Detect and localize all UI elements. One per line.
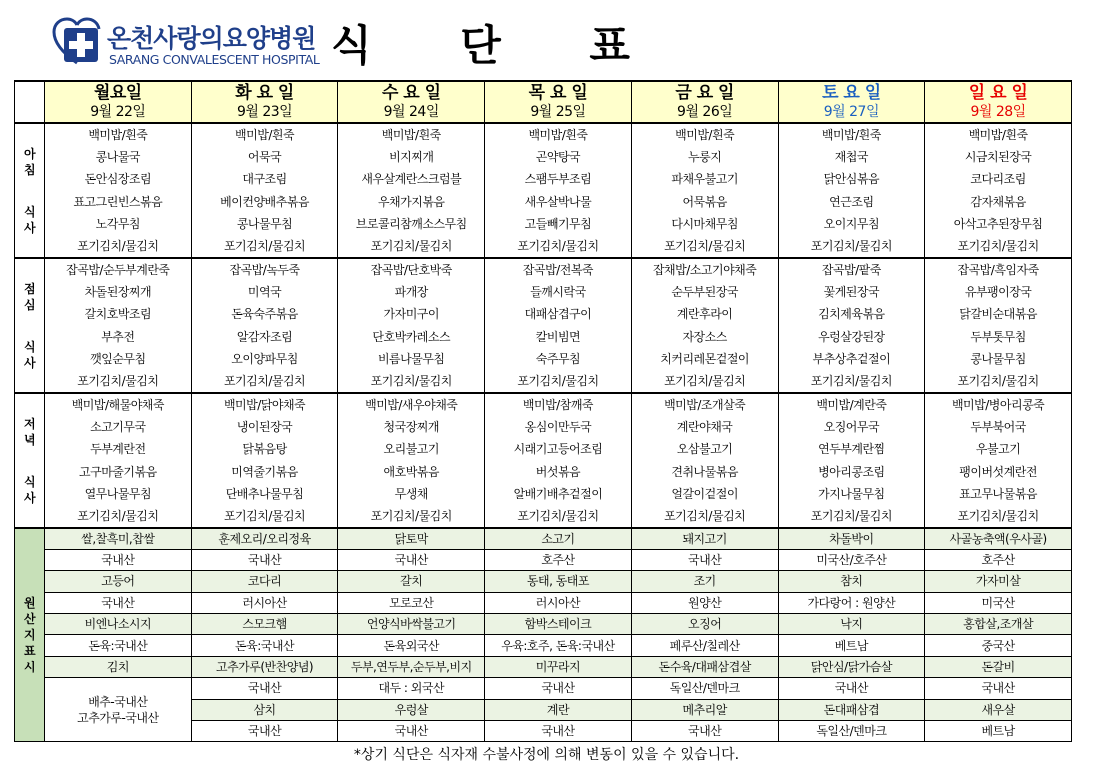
menu-item: 백미밥/흰죽 [338, 123, 485, 146]
day-header [485, 81, 632, 123]
origin-item: 가다랑어 : 원양산 [778, 592, 925, 613]
menu-item: 백미밥/흰죽 [631, 123, 778, 146]
day-name: 금 요 일 [675, 83, 734, 103]
menu-item: 깻잎순무침 [45, 348, 192, 371]
menu-item: 백미밥/흰죽 [925, 123, 1072, 146]
origin-row [15, 635, 1072, 656]
menu-item: 가지나물무침 [778, 483, 925, 506]
menu-item: 무생채 [338, 483, 485, 506]
dinner-row [15, 416, 1072, 439]
menu-item: 갈치호박조림 [45, 303, 192, 326]
label-char: 아 [23, 146, 36, 161]
label-spacer [15, 448, 44, 474]
menu-item: 백미밥/닭야채죽 [191, 393, 338, 416]
menu-item: 비름나물무침 [338, 348, 485, 371]
lunch-row [15, 281, 1072, 304]
menu-item: 단배추나물무침 [191, 483, 338, 506]
origin-item: 베트남 [778, 635, 925, 656]
origin-item: 국내산 [45, 592, 192, 613]
menu-item: 백미밥/새우야채죽 [338, 393, 485, 416]
menu-item: 얼갈이겉절이 [631, 483, 778, 506]
menu-item: 백미밥/참깨죽 [485, 393, 632, 416]
menu-item: 대구조림 [191, 168, 338, 191]
menu-item: 포기김치/물김치 [778, 236, 925, 259]
day-header [925, 81, 1072, 123]
origin-item: 함박스테이크 [485, 614, 632, 635]
menu-item: 연두부계란찜 [778, 438, 925, 461]
menu-item: 냉이된장국 [191, 416, 338, 439]
menu-item: 어묵볶음 [631, 191, 778, 214]
label-spacer [15, 313, 44, 339]
menu-item: 우채가지볶음 [338, 191, 485, 214]
origin-item: 독일산/덴마크 [631, 678, 778, 699]
menu-item: 새우살계란스크럼블 [338, 168, 485, 191]
label-char: 식 [23, 339, 36, 354]
origin-item: 국내산 [45, 549, 192, 570]
menu-item: 백미밥/해물야채죽 [45, 393, 192, 416]
menu-item: 가자미구이 [338, 303, 485, 326]
menu-item: 오이지무침 [778, 213, 925, 236]
menu-item: 잡곡밥/흑임자죽 [925, 258, 1072, 281]
origin-item: 소고기 [485, 528, 632, 549]
menu-item: 연근조림 [778, 191, 925, 214]
origin-item: 돈대패삼겹 [778, 699, 925, 720]
menu-item: 백미밥/계란죽 [778, 393, 925, 416]
origin-item: 돈육:국내산 [191, 635, 338, 656]
menu-item: 들깨시락국 [485, 281, 632, 304]
menu-item: 팽이버섯계란전 [925, 461, 1072, 484]
menu-item: 계란후라이 [631, 303, 778, 326]
origin-item: 베트남 [925, 721, 1072, 742]
origin-item: 돈갈비 [925, 656, 1072, 677]
origin-item: 돼지고기 [631, 528, 778, 549]
origin-item: 미국산 [925, 592, 1072, 613]
origin-row [15, 571, 1072, 592]
menu-item: 대패삼겹구이 [485, 303, 632, 326]
footnote: *상기 식단은 식자재 수불사정에 의해 변동이 있을 수 있습니다. [353, 747, 740, 763]
breakfast-row [15, 168, 1072, 191]
origin-item: 홍합살,조개살 [925, 614, 1072, 635]
dinner-row [15, 438, 1072, 461]
origin-item: 국내산 [631, 549, 778, 570]
lunch-row [15, 326, 1072, 349]
menu-item: 노각무침 [45, 213, 192, 236]
menu-item: 포기김치/물김치 [338, 506, 485, 529]
menu-item: 열무나물무침 [45, 483, 192, 506]
origin-item: 언양식바싹불고기 [338, 614, 485, 635]
origin-item: 국내산 [191, 549, 338, 570]
origin-item: 우육:호주, 돈육:국내산 [485, 635, 632, 656]
origin-item: 계란 [485, 699, 632, 720]
origin-item: 코다리 [191, 571, 338, 592]
label-char: 식 [23, 474, 36, 489]
label-char: 침 [23, 162, 36, 177]
menu-item: 표고그린빈스볶음 [45, 191, 192, 214]
origin-item: 닭토막 [338, 528, 485, 549]
label-char: 점 [23, 281, 36, 296]
menu-item: 오징어무국 [778, 416, 925, 439]
label-char: 식 [23, 204, 36, 219]
menu-item: 계란야채국 [631, 416, 778, 439]
lunch-row [15, 303, 1072, 326]
menu-item: 잡채밥/소고기야채죽 [631, 258, 778, 281]
menu-item: 포기김치/물김치 [631, 506, 778, 529]
menu-item: 포기김치/물김치 [778, 506, 925, 529]
menu-item: 새우살박나물 [485, 191, 632, 214]
day-date: 9월 27일 [823, 104, 879, 120]
label-char: 사 [23, 355, 36, 370]
menu-item: 포기김치/물김치 [778, 371, 925, 394]
origin-row [15, 678, 1072, 699]
day-header-row [15, 81, 1072, 123]
menu-item: 돈안심장조림 [45, 168, 192, 191]
menu-item: 포기김치/물김치 [485, 506, 632, 529]
menu-item: 파개장 [338, 281, 485, 304]
origin-item: 원양산 [631, 592, 778, 613]
menu-item: 꽃게된장국 [778, 281, 925, 304]
label-char: 산 [23, 612, 36, 627]
origin-item: 낙지 [778, 614, 925, 635]
menu-item: 차돌된장찌개 [45, 281, 192, 304]
day-header [191, 81, 338, 123]
lunch-row [15, 258, 1072, 281]
label-char: 사 [23, 490, 36, 505]
hospital-cross-icon [52, 17, 102, 67]
origin-item: 미국산/호주산 [778, 549, 925, 570]
menu-item: 숙주무침 [485, 348, 632, 371]
day-date: 9월 25일 [530, 104, 586, 120]
origin-item: 국내산 [631, 721, 778, 742]
origin-special-line: 배추-국내산 [88, 694, 148, 709]
day-header [45, 81, 192, 123]
menu-item: 코다리조림 [925, 168, 1072, 191]
menu-item: 옹심이만두국 [485, 416, 632, 439]
menu-item: 포기김치/물김치 [631, 371, 778, 394]
menu-item: 포기김치/물김치 [191, 506, 338, 529]
menu-item: 포기김치/물김치 [191, 371, 338, 394]
menu-item: 백미밥/병아리콩죽 [925, 393, 1072, 416]
day-name: 토 요 일 [822, 83, 881, 103]
origin-item: 두부,연두부,순두부,비지 [338, 656, 485, 677]
menu-item: 포기김치/물김치 [925, 371, 1072, 394]
menu-item: 칼비빔면 [485, 326, 632, 349]
origin-row [15, 549, 1072, 570]
menu-item: 표고무나물볶음 [925, 483, 1072, 506]
menu-item: 알감자조림 [191, 326, 338, 349]
menu-item: 콩나물국 [45, 146, 192, 169]
menu-item: 포기김치/물김치 [45, 371, 192, 394]
menu-item: 스팸두부조림 [485, 168, 632, 191]
lunch-label [15, 258, 45, 393]
origin-item: 김치 [45, 656, 192, 677]
menu-item: 포기김치/물김치 [191, 236, 338, 259]
origin-item: 비엔나소시지 [45, 614, 192, 635]
menu-item: 포기김치/물김치 [631, 236, 778, 259]
dinner-label [15, 393, 45, 528]
page-title: 식 단 표 [331, 21, 632, 70]
menu-item: 두부계란전 [45, 438, 192, 461]
page-header [0, 0, 1093, 78]
menu-item: 백미밥/흰죽 [191, 123, 338, 146]
origin-item: 고추가루(반찬양념) [191, 656, 338, 677]
menu-item: 잡곡밥/팥죽 [778, 258, 925, 281]
menu-item: 어묵국 [191, 146, 338, 169]
origin-item: 돈육:국내산 [45, 635, 192, 656]
menu-item: 알배기배추겉절이 [485, 483, 632, 506]
origin-item: 훈제오리/오리정육 [191, 528, 338, 549]
menu-item: 감자채볶음 [925, 191, 1072, 214]
origin-item: 새우살 [925, 699, 1072, 720]
day-name: 일 요 일 [968, 83, 1028, 103]
dinner-row [15, 393, 1072, 416]
origin-item: 호주산 [485, 549, 632, 570]
origin-item: 국내산 [191, 721, 338, 742]
origin-item: 오징어 [631, 614, 778, 635]
origin-item: 조기 [631, 571, 778, 592]
origin-item: 대두 : 외국산 [338, 678, 485, 699]
menu-item: 누룽지 [631, 146, 778, 169]
menu-item: 병아리콩조림 [778, 461, 925, 484]
origin-item: 페루산/칠레산 [631, 635, 778, 656]
menu-item: 시금치된장국 [925, 146, 1072, 169]
origin-row [15, 528, 1072, 549]
day-date: 9월 24일 [383, 104, 439, 120]
breakfast-label [15, 123, 45, 258]
menu-item: 곤약탕국 [485, 146, 632, 169]
hospital-logo [52, 17, 320, 72]
menu-item: 버섯볶음 [485, 461, 632, 484]
menu-item: 김치제육볶음 [778, 303, 925, 326]
menu-item: 포기김치/물김치 [925, 506, 1072, 529]
menu-item: 두부북어국 [925, 416, 1072, 439]
origin-label [15, 528, 45, 742]
menu-item: 닭안심볶음 [778, 168, 925, 191]
origin-item: 국내산 [338, 721, 485, 742]
day-name: 월요일 [93, 83, 142, 103]
day-name: 수 요 일 [381, 83, 441, 103]
menu-item: 잡곡밥/녹두죽 [191, 258, 338, 281]
origin-item: 쌀,찰흑미,찹쌀 [45, 528, 192, 549]
menu-item: 포기김치/물김치 [45, 506, 192, 529]
menu-item: 부추전 [45, 326, 192, 349]
label-char: 시 [23, 660, 36, 675]
origin-item: 갈치 [338, 571, 485, 592]
origin-item: 돈육외국산 [338, 635, 485, 656]
header-corner [15, 81, 45, 123]
label-char: 표 [23, 644, 36, 659]
origin-item: 사골농축액(우사골) [925, 528, 1072, 549]
origin-item: 호주산 [925, 549, 1072, 570]
menu-item: 잡곡밥/순두부계란죽 [45, 258, 192, 281]
menu-item: 치커리레몬겉절이 [631, 348, 778, 371]
menu-item: 부추상추겉절이 [778, 348, 925, 371]
origin-item: 닭안심/닭가슴살 [778, 656, 925, 677]
menu-item: 고구마줄기볶음 [45, 461, 192, 484]
menu-item: 애호박볶음 [338, 461, 485, 484]
label-spacer [15, 178, 44, 204]
origin-item: 우렁살 [338, 699, 485, 720]
label-char: 녁 [23, 432, 36, 447]
origin-item: 국내산 [191, 678, 338, 699]
origin-item: 동태, 동태포 [485, 571, 632, 592]
origin-item: 국내산 [485, 721, 632, 742]
menu-item: 닭갈비순대볶음 [925, 303, 1072, 326]
menu-item: 포기김치/물김치 [485, 236, 632, 259]
origin-special-line: 고추가루-국내산 [77, 710, 159, 725]
menu-item: 단호박카레소스 [338, 326, 485, 349]
breakfast-row [15, 213, 1072, 236]
lunch-row [15, 371, 1072, 394]
origin-item: 국내산 [485, 678, 632, 699]
menu-item: 시래기고등어조림 [485, 438, 632, 461]
menu-item: 포기김치/물김치 [338, 236, 485, 259]
menu-item: 백미밥/흰죽 [485, 123, 632, 146]
menu-item: 닭볶음탕 [191, 438, 338, 461]
hospital-name-korean: 온천사랑의요양병원 [107, 24, 316, 53]
menu-item: 다시마채무침 [631, 213, 778, 236]
menu-item: 잡곡밥/단호박죽 [338, 258, 485, 281]
menu-item: 청국장찌개 [338, 416, 485, 439]
day-date: 9월 26일 [677, 104, 733, 120]
menu-item: 비지찌개 [338, 146, 485, 169]
day-name: 목 요 일 [528, 83, 588, 103]
origin-item: 가자미살 [925, 571, 1072, 592]
breakfast-row [15, 123, 1072, 146]
menu-item: 오리불고기 [338, 438, 485, 461]
label-char: 원 [23, 596, 36, 611]
menu-item: 파채우불고기 [631, 168, 778, 191]
menu-item: 오삼불고기 [631, 438, 778, 461]
label-char: 심 [23, 297, 36, 312]
menu-item: 포기김치/물김치 [485, 371, 632, 394]
menu-item: 백미밥/조개살죽 [631, 393, 778, 416]
menu-item: 재첩국 [778, 146, 925, 169]
origin-item: 러시아산 [191, 592, 338, 613]
day-date: 9월 23일 [236, 104, 293, 120]
origin-item: 고등어 [45, 571, 192, 592]
origin-item: 국내산 [925, 678, 1072, 699]
label-char: 사 [23, 220, 36, 235]
origin-item: 참치 [778, 571, 925, 592]
origin-row [15, 592, 1072, 613]
dinner-row [15, 506, 1072, 529]
meal-schedule-table [14, 80, 1072, 742]
breakfast-row [15, 191, 1072, 214]
menu-item: 콩나물무침 [191, 213, 338, 236]
dinner-row [15, 483, 1072, 506]
day-header [338, 81, 485, 123]
day-header [778, 81, 925, 123]
label-char: 지 [23, 628, 36, 643]
breakfast-row [15, 146, 1072, 169]
menu-item: 우렁살강된장 [778, 326, 925, 349]
menu-item: 미역줄기볶음 [191, 461, 338, 484]
menu-item: 두부톳무침 [925, 326, 1072, 349]
menu-item: 잡곡밥/전복죽 [485, 258, 632, 281]
origin-item: 국내산 [338, 549, 485, 570]
menu-item: 포기김치/물김치 [45, 236, 192, 259]
menu-item: 우불고기 [925, 438, 1072, 461]
origin-item: 독일산/덴마크 [778, 721, 925, 742]
origin-item: 중국산 [925, 635, 1072, 656]
menu-item: 포기김치/물김치 [338, 371, 485, 394]
origin-row [15, 656, 1072, 677]
origin-item: 메추리알 [631, 699, 778, 720]
menu-item: 포기김치/물김치 [925, 236, 1072, 259]
day-date: 9월 22일 [90, 104, 146, 120]
origin-item: 삼치 [191, 699, 338, 720]
origin-item: 미꾸라지 [485, 656, 632, 677]
menu-item: 베이컨양배추볶음 [191, 191, 338, 214]
origin-item: 국내산 [778, 678, 925, 699]
origin-row [15, 614, 1072, 635]
menu-item: 돈육숙주볶음 [191, 303, 338, 326]
menu-item: 오이양파무침 [191, 348, 338, 371]
day-name: 화 요 일 [235, 83, 294, 103]
breakfast-row [15, 236, 1072, 259]
menu-item: 소고기무국 [45, 416, 192, 439]
menu-item: 미역국 [191, 281, 338, 304]
menu-item: 아삭고추된장무침 [925, 213, 1072, 236]
origin-item: 차돌박이 [778, 528, 925, 549]
label-char: 저 [23, 416, 36, 431]
day-header [631, 81, 778, 123]
origin-special-note [45, 678, 192, 742]
menu-item: 자장소스 [631, 326, 778, 349]
menu-item: 견취나물볶음 [631, 461, 778, 484]
dinner-row [15, 461, 1072, 484]
lunch-row [15, 348, 1072, 371]
menu-item: 브로콜리참깨소스무침 [338, 213, 485, 236]
origin-item: 돈수육/대패삼겹살 [631, 656, 778, 677]
menu-item: 콩나물무침 [925, 348, 1072, 371]
menu-item: 유부팽이장국 [925, 281, 1072, 304]
origin-item: 스모크햄 [191, 614, 338, 635]
menu-item: 순두부된장국 [631, 281, 778, 304]
menu-item: 백미밥/흰죽 [45, 123, 192, 146]
origin-item: 러시아산 [485, 592, 632, 613]
day-date: 9월 28일 [970, 104, 1026, 120]
hospital-name-english: SARANG CONVALESCENT HOSPITAL [109, 52, 320, 67]
menu-item: 고들빼기무침 [485, 213, 632, 236]
menu-item: 백미밥/흰죽 [778, 123, 925, 146]
origin-item: 모로코산 [338, 592, 485, 613]
